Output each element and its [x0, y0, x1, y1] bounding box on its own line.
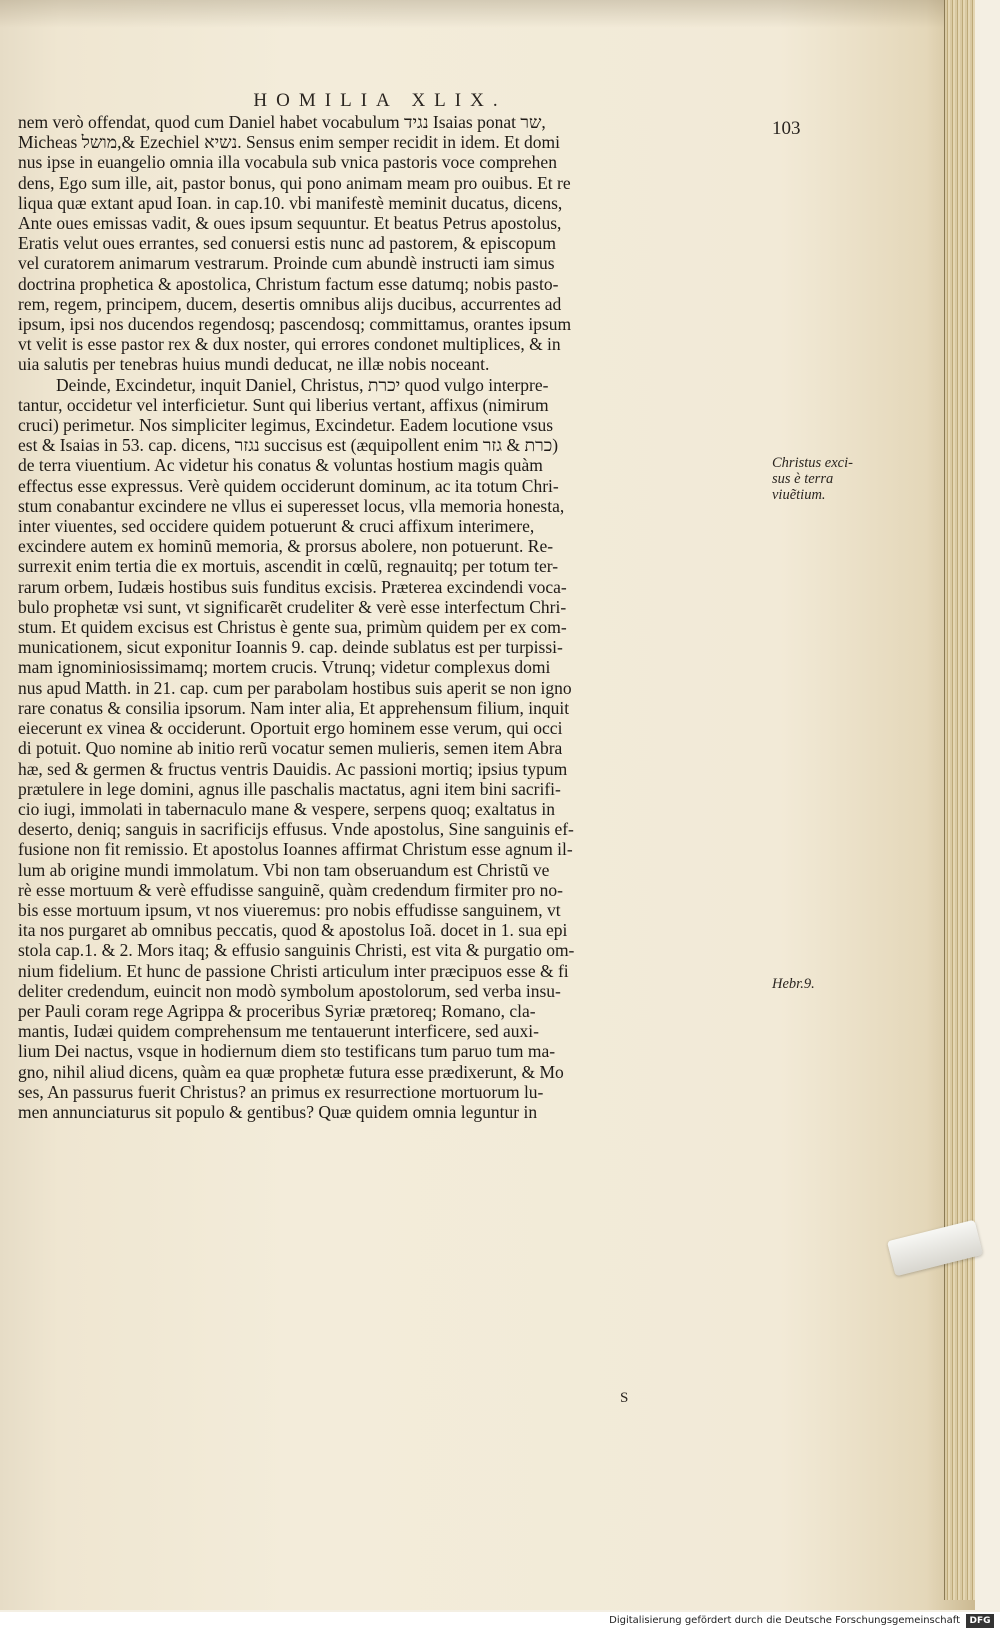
text-line: Deinde, Excindetur, inquit Daniel, Christus, יכרת quod vulgo interpre- [56, 374, 549, 395]
text-line: municationem, sicut exponitur Ioannis 9. cap. deinde sublatus est per turpissi- [18, 637, 563, 658]
text-line: cio iugi, immolati in tabernaculo mane & vespere, serpens quoq; exaltatus in [18, 798, 556, 819]
dfg-logo: DFG [966, 1614, 994, 1628]
text-line: ses, An passurus fuerit Christus? an primus ex resurrectione mortuorum lu- [18, 1081, 544, 1102]
text-line: uia salutis per tenebras huius mundi deducat, ne illæ nobis noceant. [18, 354, 490, 375]
text-line: nus apud Matth. in 21. cap. cum per parabolam hostibus suis aperit se non igno [18, 677, 572, 698]
text-line: surrexit enim tertia die ex mortuis, ascendit in cœlũ, regnauitq; per totum ter- [18, 556, 559, 577]
text-line: per Pauli coram rege Agrippa & proceribus Syriæ prætoreq; Romano, cla- [18, 1000, 536, 1021]
text-line: eiecerunt ex vinea & occiderunt. Oportuit ergo hominem esse verum, qui occi [18, 718, 563, 739]
text-line: bulo prophetæ vsi sunt, vt significarẽt crudeliter & verè esse interfectum Chri- [18, 596, 567, 617]
text-line: liqua quæ extant apud Ioan. in cap.10. vbi manifestè meminit ducatus, dicens, [18, 192, 563, 213]
text-line: rare conatus & consilia ipsorum. Nam inter alia, Et apprehensum filium, inquit [18, 697, 570, 718]
body-text [18, 112, 748, 1122]
text-line: hæ, sed & germen & fructus ventris Dauidis. Ac passioni mortiq; ipsius typum [18, 758, 568, 779]
text-line: est & Isaias in 53. cap. dicens, נגזר succisus est (æquipollent enim כרת & גזר) [18, 435, 559, 456]
text-line: nium fidelium. Et hunc de passione Christi articulum inter præcipuos esse & fi [18, 960, 569, 981]
text-line: Eratis velut oues errantes, sed conuersi estis nunc ad pastorem, & episcopum [18, 233, 556, 254]
text-line: Micheas מושל,& Ezechiel נשיא. Sensus enim semper recidit in idem. Et domi [18, 132, 560, 153]
text-line: prætulere in lege domini, agnus ille paschalis mactatus, agni item bini sacrifi- [18, 778, 561, 799]
text-line: stum conabantur excindere ne vllus ei superesset locus, vlla memoria honesta, [18, 495, 565, 516]
page-top-shadow [0, 0, 975, 28]
text-line: nem verò offendat, quod cum Daniel habet vocabulum נגיד Isaias ponat שר, [18, 112, 546, 132]
text-line: effectus esse expressus. Verè quidem occiderunt dominum, ac ita totum Chri- [18, 475, 559, 496]
text-line: vel curatorem animarum vestrarum. Proinde cum abundè instructi iam simus [18, 253, 555, 274]
text-line: deserto, deniq; sanguis in sacrificijs effusus. Vnde apostolus, Sine sanguinis ef- [18, 819, 574, 840]
text-line: stum. Et quidem excisus est Christus è gente sua, primùm quidem per ex com- [18, 617, 567, 638]
text-line: excindere autem ex hominũ memoria, & prorsus abolere, non potuerunt. Re- [18, 536, 554, 557]
text-line: doctrina prophetica & apostolica, Christum factum esse datumq; nobis pasto- [18, 273, 559, 294]
text-line: rè esse mortuum & verè effudisse sanguinẽ, quàm credendum firmiter pro no- [18, 879, 563, 900]
text-line: mam ignominiosissimamq; mortem crucis. Vtrunq; videtur complexus domi [18, 657, 551, 678]
text-line: dens, Ego sum ille, ait, pastor bonus, qui pono animam meam pro ouibus. Et re [18, 172, 571, 193]
text-line: di potuit. Quo nomine ab initio rerũ vocatur semen mulieris, semen item Abra [18, 738, 563, 759]
text-line: stola cap.1. & 2. Mors itaq; & effusio sanguinis Christi, est vita & purgatio om- [18, 940, 575, 961]
text-line: de terra viuentium. Ac videtur his conatus & voluntas hostium magis quàm [18, 455, 543, 476]
text-line: ita nos purgaret ab omnibus peccatis, quod & apostolus Ioã. docet in 1. sua epi [18, 920, 568, 941]
text-line: rem, regem, principem, ducem, desertis omnibus alijs ducibus, accurrentes ad [18, 293, 562, 314]
folio-number: 103 [772, 118, 801, 139]
text-line: fusione non fit remissio. Et apostolus Ioannes affirmat Christum esse agnum il- [18, 839, 573, 860]
text-line: rarum orbem, Iudæis hostibus suis funditus excisis. Præterea excindendi voca- [18, 576, 567, 597]
margin-note-christus: Christus exci-sus è terra viuẽtium. [772, 455, 853, 503]
text-line: bis esse mortuum ipsum, vt nos viueremus: pro nobis effudisse sanguinem, vt [18, 899, 561, 920]
text-line: cruci) perimetur. Nos simpliciter legimus, Excindetur. Eadem locutione vsus [18, 415, 554, 436]
text-line: ipsum, ipsi nos ducendos regendosq; pascendosq; committamus, orantes ipsum [18, 314, 572, 335]
text-line: gno, nihil aliud dicens, quàm ea quæ prophetæ futura esse prædixerunt, & Mo [18, 1061, 564, 1082]
text-line: inter viuentes, sed occidere quidem potuerunt & cruci affixum interimere, [18, 516, 535, 537]
catchword: S [620, 1390, 629, 1406]
text-line: tantur, occidetur vel interficietur. Sunt qui liberius vertant, affixus (nimirum [18, 394, 549, 415]
text-line: lium Dei nactus, vsque in hodiernum diem sto testificans tum paruo tum ma- [18, 1041, 556, 1062]
text-line: vt velit is esse pastor rex & dux noster, qui errores condonet multiplices, & in [18, 334, 561, 355]
text-line: nus ipse in euangelio omnia illa vocabula sub vnica pastoris voce comprehen [18, 152, 557, 173]
digitization-credit: Digitalisierung gefördert durch die Deutsche Forschungsgemeinschaft [609, 1615, 960, 1626]
margin-note-hebr: Hebr.9. [772, 976, 815, 992]
footer-bar [0, 1612, 1000, 1631]
text-line: deliter credendum, euincit non modò symbolum apostolorum, sed verba insu- [18, 980, 561, 1001]
page-fore-edge [944, 0, 975, 1600]
text-line: mantis, Iudæi quidem comprehensum me tentauerunt interficere, sed auxi- [18, 1021, 539, 1042]
text-line: Ante oues emissas vadit, & oues ipsum sequuntur. Et beatus Petrus apostolus, [18, 213, 562, 234]
text-line: lum ab origine mundi immolatum. Vbi non tam obseruandum est Christũ ve [18, 859, 550, 880]
text-line: men annunciaturus sit populo & gentibus? Quæ quidem omnia leguntur in [18, 1101, 538, 1122]
running-title: HOMILIA XLIX. [253, 90, 507, 111]
